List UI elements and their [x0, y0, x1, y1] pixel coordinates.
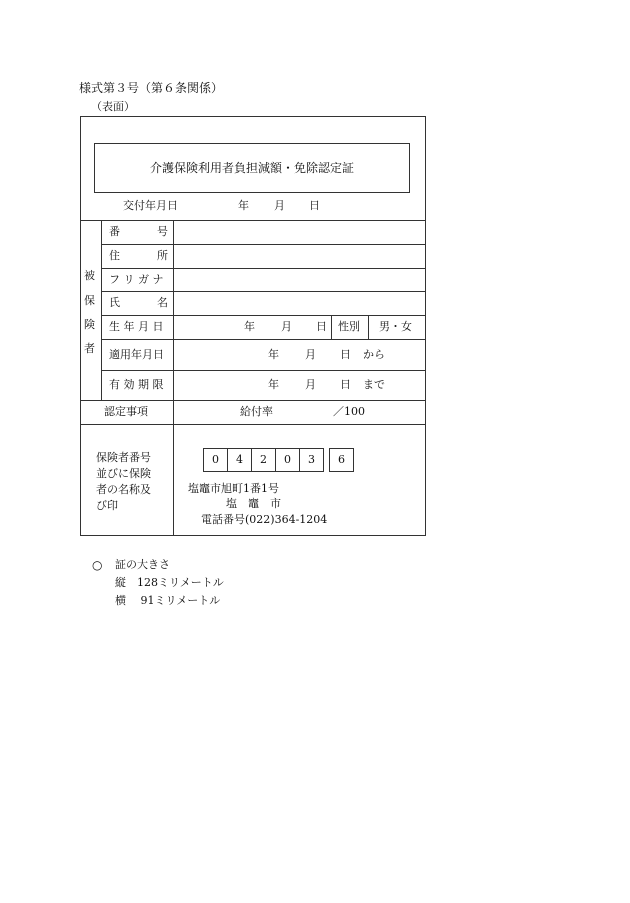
name-label-2: 名	[157, 296, 168, 309]
number-label-1: 番	[109, 225, 120, 238]
address-label-1: 住	[109, 249, 120, 262]
apply-date-label: 適用年月日	[109, 348, 164, 361]
grid-line	[101, 291, 426, 292]
address-label-2: 所	[157, 249, 168, 262]
notes-bullet: ○	[92, 558, 103, 572]
expiry-label: 有 効 期 限	[109, 378, 164, 391]
card-title: 介護保険利用者負担減額・免除認定証	[149, 161, 354, 175]
card-width-note: 横 91ミリメートル	[115, 594, 221, 607]
apply-day-unit: 日	[340, 348, 351, 361]
issue-year-unit: 年	[238, 199, 249, 212]
insured-label-char: 険	[84, 318, 95, 331]
insurer-address: 塩竈市旭町1番1号	[188, 482, 279, 495]
grid-line	[80, 424, 426, 425]
apply-month-unit: 月	[305, 348, 316, 361]
grid-line	[101, 268, 426, 269]
notes-heading: 証の大きさ	[115, 558, 170, 571]
form-number: 様式第３号（第６条関係）	[79, 81, 224, 95]
furigana-label: フ リ ガ ナ	[109, 273, 164, 286]
insurer-label-line: び印	[96, 499, 118, 512]
benefit-rate-label: 給付率	[240, 405, 273, 418]
grid-line	[368, 315, 369, 339]
number-label-2: 号	[157, 225, 168, 238]
expiry-year-unit: 年	[268, 378, 279, 391]
apply-year-unit: 年	[268, 348, 279, 361]
expiry-month-unit: 月	[305, 378, 316, 391]
grid-line	[101, 339, 426, 340]
benefit-rate-denominator: ／100	[333, 405, 365, 418]
expiry-suffix: まで	[363, 378, 385, 391]
insurer-name: 塩 竈 市	[226, 497, 281, 510]
issue-day-unit: 日	[309, 199, 320, 212]
insurer-label-line: 並びに保険	[96, 467, 151, 480]
issue-month-unit: 月	[274, 199, 285, 212]
insurer-number-digit: 4	[227, 448, 252, 472]
grid-line	[101, 220, 102, 400]
grid-line	[101, 244, 426, 245]
name-label-1: 氏	[109, 296, 120, 309]
grid-line	[80, 220, 426, 221]
grid-line	[80, 400, 426, 401]
birthdate-label: 生 年 月 日	[109, 320, 164, 333]
grid-line	[101, 315, 426, 316]
insured-label-char: 者	[84, 342, 95, 355]
grid-line	[101, 370, 426, 371]
insurer-number-digit: 2	[251, 448, 276, 472]
birth-year-unit: 年	[244, 320, 255, 333]
certification-label: 認定事項	[104, 405, 148, 418]
issue-date-label: 交付年月日	[123, 199, 178, 212]
apply-suffix: から	[363, 348, 385, 361]
insurer-phone: 電話番号(022)364-1204	[201, 513, 328, 526]
insurer-label	[96, 450, 151, 514]
gender-label: 性別	[338, 320, 360, 333]
insurer-number-digit: 0	[203, 448, 228, 472]
insurer-number-digit: 6	[329, 448, 354, 472]
insurer-label-line: 保険者番号	[96, 451, 151, 464]
expiry-day-unit: 日	[340, 378, 351, 391]
birth-month-unit: 月	[281, 320, 292, 333]
card-height-note: 縦 128ミリメートル	[115, 576, 224, 589]
grid-line	[173, 220, 174, 536]
side-label: （表面）	[91, 100, 135, 113]
insurer-number-digit: 0	[275, 448, 300, 472]
insured-label-char: 被	[84, 269, 95, 282]
insured-label-char: 保	[84, 294, 95, 307]
birth-day-unit: 日	[316, 320, 327, 333]
gender-options: 男・女	[379, 320, 412, 333]
insurer-number-digit: 3	[299, 448, 324, 472]
insurer-label-line: 者の名称及	[96, 483, 151, 496]
grid-line	[331, 315, 332, 339]
